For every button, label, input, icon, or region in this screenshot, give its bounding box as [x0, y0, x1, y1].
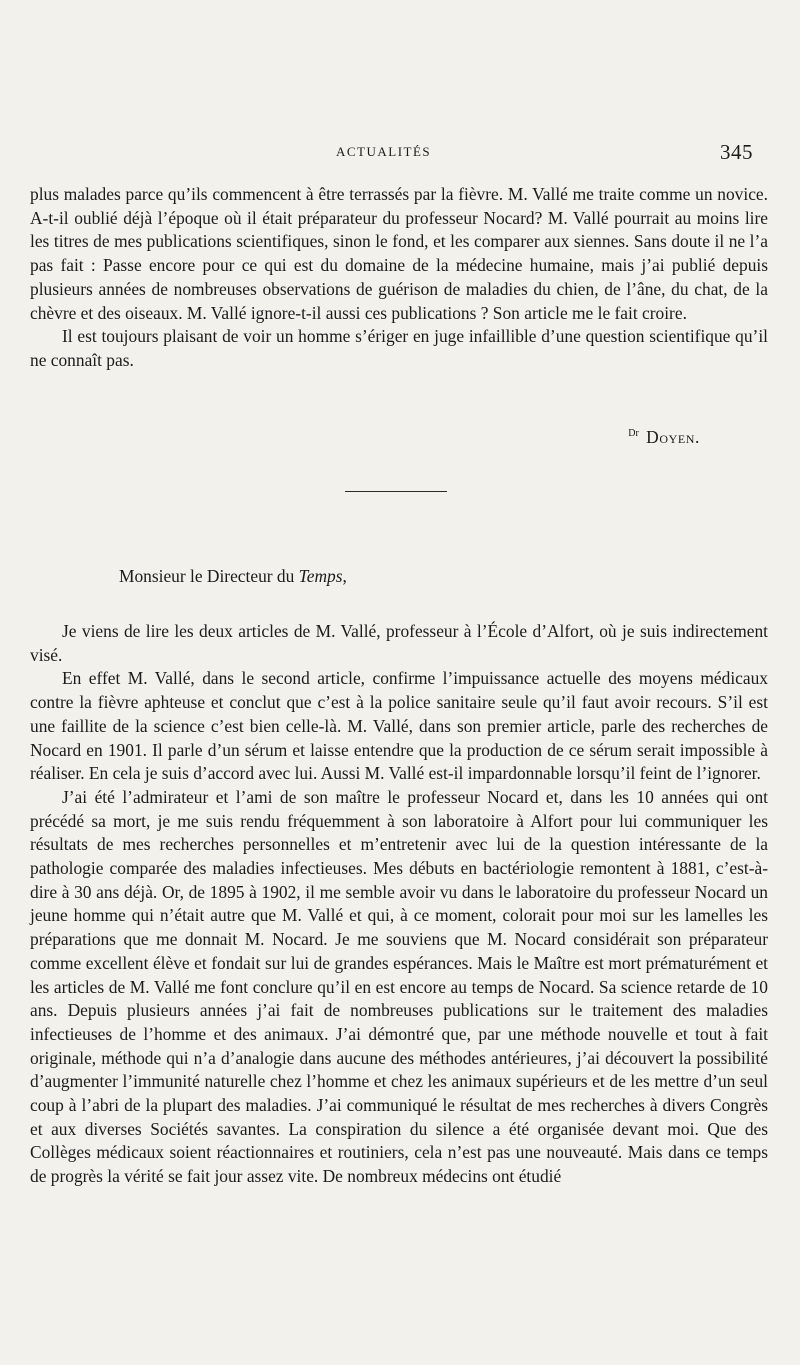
letter-continuation	[30, 183, 768, 373]
salutation-prefix: Monsieur le Directeur du	[119, 566, 299, 586]
newspaper-name: Temps	[298, 566, 343, 586]
page-number: 345	[720, 140, 753, 164]
section-divider	[345, 491, 447, 492]
signature	[560, 427, 700, 448]
salutation	[119, 566, 347, 587]
paragraph: plus malades parce qu’ils commencent à être terrassés par la fièvre. M. Vallé me traite comme un novice. A-t-il oublié déjà l’époque où il était préparateur du professeur Nocard? M. Vallé pourrait au moins lire les titres de mes publications scientifiques, sinon le fond, et les comparer aux siennes. Sans doute il ne l’a pas fait : Passe encore pour ce qui est du domaine de la médecine humaine, mais j’ai publié depuis plusieurs années de nombreuses observations de guérison de maladies du chien, de l’âne, du chat, de la chèvre et des oiseaux. M. Vallé ignore-t-il aussi ces publications ? Son article me le fait croire.	[30, 184, 768, 323]
letter-body	[30, 620, 768, 1189]
paragraph: J’ai été l’admirateur et l’ami de son maître le professeur Nocard et, dans les 10 années qui ont précédé sa mort, je me suis rendu fréquemment à son laboratoire à Alfort pour lui communiquer les résultats de mes recherches personnelles et m’entretenir avec lui de la question intéressante de la pathologie comparée des maladies infectieuses. Mes débuts en bactériologie remontent à 1881, c’est-à-dire à 30 ans déjà. Or, de 1895 à 1902, il me semble avoir vu dans le laboratoire du professeur Nocard un jeune homme qui n’était autre que M. Vallé et qui, à ce moment, colorait pour moi sur les lamelles les préparations que me donnait M. Nocard. Je me souviens que M. Nocard considérait son préparateur comme excellent élève et fondait sur lui de grandes espérances. Mais le Maître est mort prématurément et les articles de M. Vallé me font conclure qu’il en est encore au temps de Nocard. Sa science retarde de 10 ans. Depuis plusieurs années j’ai fait de nombreuses publications sur le traitement des maladies infectieuses de l’homme et des animaux. J’ai démontré que, par une méthode nouvelle et tout à fait originale, méthode qui n’a d’analogie dans aucune des méthodes antérieures, j’ai découvert la possibilité d’augmenter l’immunité naturelle chez l’homme et chez les animaux supérieurs et de les mettre d’un seul coup à l’abri de la plupart des maladies. J’ai communiqué le résultat de mes recherches à divers Congrès et aux diverses Sociétés savantes. La conspiration du silence a été organisée devant moi. Que des Collèges médicaux soient réactionnaires et routiniers, cela n’est pas une nouveauté. Mais dans ce temps de progrès la vérité se fait jour assez vite. De nombreux médecins ont étudié	[30, 786, 768, 1187]
signature-name: Doyen.	[646, 427, 700, 447]
signature-title: Dr	[628, 428, 639, 440]
paragraph: Il est toujours plaisant de voir un homme s’ériger en juge infaillible d’une question scientifique qu’il ne connaît pas.	[30, 326, 768, 370]
running-title: ACTUALITÉS	[336, 144, 432, 159]
paragraph: En effet M. Vallé, dans le second article, confirme l’impuissance actuelle des moyens médicaux contre la fièvre aphteuse et conclut que c’est à la police sanitaire seule qu’il faut avoir recours. S’il est une faillite de la science c’est bien celle-là. M. Vallé, dans son premier article, parle des recherches de Nocard en 1901. Il parle d’un sérum et laisse entendre que la production de ce sérum serait impossible à réaliser. En cela je suis d’accord avec lui. Aussi M. Vallé est-il impardonnable lorsqu’il feint de l’ignorer.	[30, 668, 768, 784]
salutation-suffix: ,	[342, 566, 347, 586]
paragraph: Je viens de lire les deux articles de M. Vallé, professeur à l’École d’Alfort, où je suis indirectement visé.	[30, 621, 768, 665]
page-header	[0, 140, 800, 170]
